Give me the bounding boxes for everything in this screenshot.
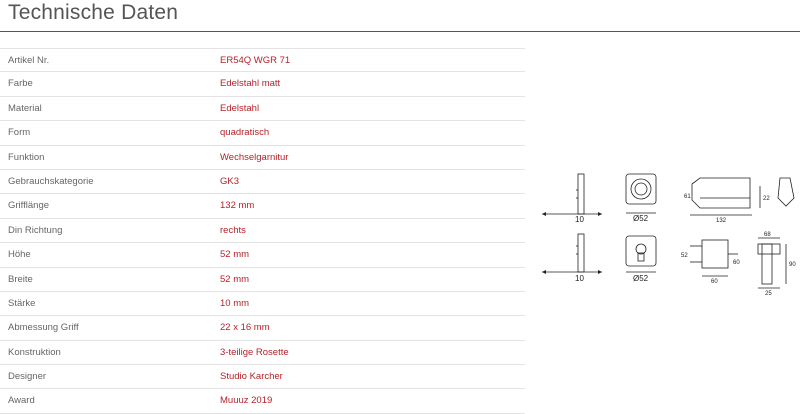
spec-row-award <box>0 389 525 413</box>
spec-row-material <box>0 97 525 121</box>
spec-row-grifflaenge <box>0 194 525 218</box>
spec-row-farbe <box>0 72 525 96</box>
dim-rosette-thickness-bottom: 10 <box>575 274 584 283</box>
spec-row-din-richtung <box>0 219 525 243</box>
dim-handle-top-width: 68 <box>764 232 771 238</box>
technical-drawings <box>540 160 800 300</box>
dim-handle-end-width: 25 <box>765 291 772 297</box>
spec-label: Gebrauchskategorie <box>8 175 94 187</box>
handle-front-view <box>762 244 772 284</box>
spec-label: Breite <box>8 273 33 285</box>
spec-value: quadratisch <box>220 127 270 139</box>
spec-value: 22 x 16 mm <box>220 322 270 334</box>
spec-label: Form <box>8 127 31 139</box>
spec-value: 52 mm <box>220 273 250 285</box>
spec-row-designer <box>0 365 525 389</box>
spec-value: Studio Karcher <box>220 371 283 383</box>
spec-value: Muuuz 2019 <box>220 395 273 407</box>
handle-top-rosette <box>702 240 728 268</box>
spec-value: 10 mm <box>220 297 250 309</box>
spec-table <box>0 48 525 414</box>
spec-label: Stärke <box>8 297 36 309</box>
spec-label: Konstruktion <box>8 346 61 358</box>
dim-handle-height: 61 <box>684 194 691 200</box>
page-title: Technische Daten <box>8 1 179 24</box>
spec-label: Artikel Nr. <box>8 55 50 66</box>
rosette-side-bottom <box>578 234 584 272</box>
dim-rosette-thickness-top: 10 <box>575 215 584 224</box>
spec-row-gebrauchskategorie <box>0 170 525 194</box>
rosette-front-top <box>626 174 656 204</box>
spec-row-form <box>0 121 525 145</box>
spec-label: Designer <box>8 371 47 383</box>
dim-handle-rosette-width: 60 <box>711 279 718 285</box>
dim-handle-length: 132 <box>716 218 727 224</box>
spec-label: Farbe <box>8 78 33 90</box>
spec-label: Funktion <box>8 151 45 163</box>
spec-label: Din Richtung <box>8 224 63 236</box>
dim-handle-rosette-height: 52 <box>681 253 688 259</box>
spec-row-artikel-nr <box>0 48 525 72</box>
spec-value: 3-teilige Rosette <box>220 346 289 358</box>
spec-row-konstruktion <box>0 341 525 365</box>
spec-label: Award <box>8 395 35 407</box>
spec-label: Höhe <box>8 249 31 261</box>
dim-rosette-diameter-top: Ø52 <box>633 214 649 223</box>
spec-value: Edelstahl matt <box>220 78 281 90</box>
rosette-side-top <box>578 174 584 214</box>
spec-row-abmessung-griff <box>0 316 525 340</box>
dim-rosette-diameter-bottom: Ø52 <box>633 274 649 283</box>
handle-side-view <box>692 178 750 208</box>
spec-row-hoehe <box>0 243 525 267</box>
rosette-front-bottom <box>626 236 656 266</box>
technical-drawing-svg <box>540 160 800 300</box>
spec-value: Wechselgarnitur <box>220 151 289 163</box>
spec-label: Material <box>8 102 42 114</box>
spec-value: 132 mm <box>220 200 255 212</box>
spec-value: rechts <box>220 224 246 236</box>
spec-value: ER54Q WGR 71 <box>220 55 291 66</box>
spec-row-breite <box>0 268 525 292</box>
spec-row-funktion <box>0 146 525 170</box>
spec-value: Edelstahl <box>220 102 260 114</box>
dim-handle-grip: 22 <box>763 196 770 202</box>
dim-handle-end-height: 90 <box>789 262 796 268</box>
dim-handle-side-height: 60 <box>733 260 740 266</box>
spec-label: Grifflänge <box>8 200 50 212</box>
spec-row-staerke <box>0 292 525 316</box>
spec-value: GK3 <box>220 175 240 187</box>
spec-label: Abmessung Griff <box>8 322 79 334</box>
handle-end-profile <box>778 178 794 206</box>
title-divider <box>0 31 800 32</box>
spec-value: 52 mm <box>220 249 250 261</box>
